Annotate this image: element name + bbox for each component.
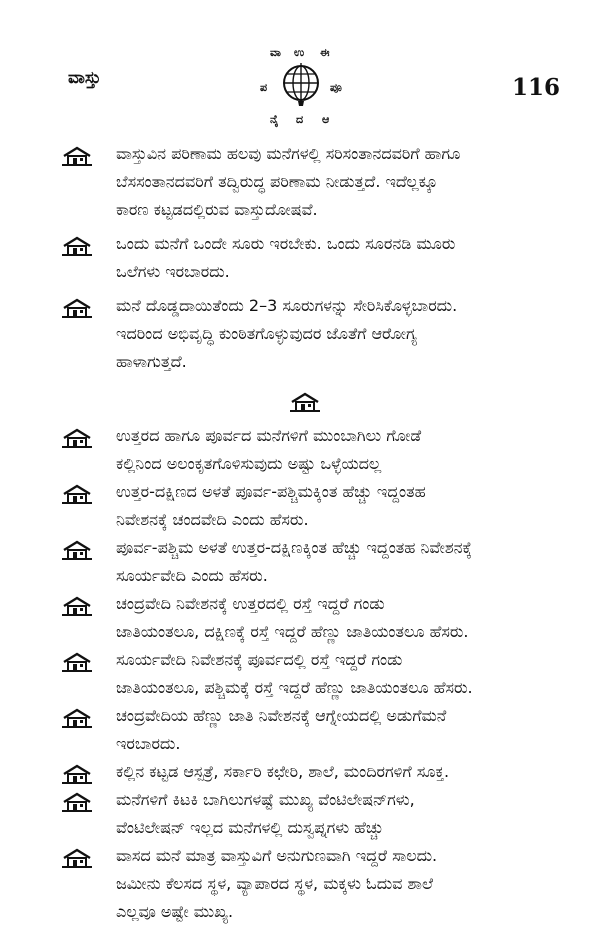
list-item [0, 590, 600, 646]
house-bullet-icon [62, 146, 92, 166]
compass-label-northeast: ಈ [320, 46, 330, 59]
compass-label-south: ದ [296, 113, 304, 126]
body-text-line: ಸೂರ್ಯವೇದಿ ನಿವೇಶನಕ್ಕೆ ಪೂರ್ವದಲ್ಲಿ ರಸ್ತೆ ಇದ್ದರೆ ಗಂಡು [116, 650, 403, 669]
list-item [0, 758, 600, 786]
list-item [0, 842, 600, 926]
list-item [0, 786, 600, 842]
body-text-line: ಕಲ್ಲಿನ ಕಟ್ಟಡ ಆಸ್ಪತ್ರೆ, ಸರ್ಕಾರಿ ಕಛೇರಿ, ಶಾಲೆ, ಮಂದಿರಗಳಿಗೆ ಸೂಕ್ತ. [116, 762, 450, 781]
body-text-line: ಮನೆಗಳಿಗೆ ಕಿಟಕಿ ಬಾಗಿಲುಗಳಷ್ಟೆ ಮುಖ್ಯ ವೆಂಟಿಲೇಷನ್‌ಗಳು, [116, 790, 415, 809]
page-number: 116 [512, 74, 561, 101]
body-text-line: ವಾಸದ ಮನೆ ಮಾತ್ರ ವಾಸ್ತುವಿಗೆ ಅನುಗುಣವಾಗಿ ಇದ್ದರೆ ಸಾಲದು. [116, 846, 438, 865]
compass-label-east: ಪೂ [330, 81, 342, 94]
body-text-line: ಉತ್ತರ-ದಕ್ಷಿಣದ ಅಳತೆ ಪೂರ್ವ-ಪಶ್ಚಿಮಕ್ಕಿಂತ ಹೆಚ್ಚು ಇದ್ದಂತಹ [116, 482, 426, 501]
body-text-line: ಉತ್ತರದ ಹಾಗೂ ಪೂರ್ವದ ಮನೆಗಳಿಗೆ ಮುಂಬಾಗಿಲು ಗೋಡೆ [116, 426, 422, 445]
page-header [0, 0, 600, 130]
compass-label-north: ಉ [294, 46, 305, 59]
body-text-line: ಪೂರ್ವ-ಪಶ್ಚಿಮ ಅಳತೆ ಉತ್ತರ-ದಕ್ಷಿಣಕ್ಕಿಂತ ಹೆಚ್ಚು ಇದ್ದಂತಹ ನಿವೇಶನಕ್ಕೆ [116, 538, 472, 557]
body-text-line: ಇರಬಾರದು. [116, 734, 181, 753]
house-bullet-icon [62, 298, 92, 318]
body-text-line: ವಾಸ್ತುವಿನ ಪರಿಣಾಮ ಹಲವು ಮನೆಗಳಲ್ಲಿ ಸರಿಸಂತಾನದವರಿಗೆ ಹಾಗೂ [116, 144, 461, 163]
body-text-line: ಕಾರಣ ಕಟ್ಟಡದಲ್ಲಿರುವ ವಾಸ್ತುದೋಷವೆ. [116, 200, 318, 219]
body-text-line: ಒಲೆಗಳು ಇರಬಾರದು. [116, 262, 230, 281]
running-title: ವಾಸ್ತು [68, 68, 101, 88]
globe-icon [280, 61, 322, 107]
page-body [0, 140, 600, 926]
body-text-line: ಜಾತಿಯಂತಲೂ, ಪಶ್ಚಿಮಕ್ಕೆ ರಸ್ತೆ ಇದ್ದರೆ ಹೆಣ್ಣು ಜಾತಿಯಂತಲೂ ಹೆಸರು. [116, 678, 473, 697]
list-item [0, 292, 600, 376]
body-text-line: ಹಾಳಾಗುತ್ತದೆ. [116, 352, 187, 371]
list-item [0, 646, 600, 702]
body-text-line: ವೆಂಟಿಲೇಷನ್ ಇಲ್ಲದ ಮನೆಗಳಲ್ಲಿ ದುಸ್ವಪ್ನಗಳು ಹೆಚ್ಚು [116, 818, 384, 837]
house-bullet-icon [62, 428, 92, 448]
body-text-line: ಇದರಿಂದ ಅಭಿವೃದ್ಧಿ ಕುಂಠಿತಗೊಳ್ಳುವುದರ ಜೊತೆಗೆ ಆರೋಗ್ಯ [116, 324, 417, 343]
body-text-line: ಜಾತಿಯಂತಲೂ, ದಕ್ಷಿಣಕ್ಕೆ ರಸ್ತೆ ಇದ್ದರೆ ಹೆಣ್ಣು ಜಾತಿಯಂತಲೂ ಹೆಸರು. [116, 622, 469, 641]
house-bullet-icon [62, 484, 92, 504]
body-text-line: ಕಲ್ಲಿನಿಂದ ಅಲಂಕೃತಗೊಳಿಸುವುದು ಅಷ್ಟು ಒಳ್ಳೆಯದಲ್ಲ [116, 454, 382, 473]
house-bullet-icon [62, 236, 92, 256]
list-item [0, 702, 600, 758]
list-item [0, 140, 600, 224]
list-item [0, 534, 600, 590]
compass-emblem [250, 44, 350, 124]
house-bullet-icon [62, 708, 92, 728]
list-item [0, 478, 600, 534]
body-text-line: ಬೆಸಸಂತಾನದವರಿಗೆ ತದ್ವಿರುದ್ಧ ಪರಿಣಾಮ ನೀಡುತ್ತದೆ. ಇದೆಲ್ಲಕ್ಕೂ [116, 172, 438, 191]
body-text-line: ಮನೆ ದೊಡ್ಡದಾಯಿತೆಂದು 2–3 ಸೂರುಗಳನ್ನು ಸೇರಿಸಿಕೊಳ್ಳಬಾರದು. [116, 296, 458, 315]
compass-label-northwest: ವಾ [270, 46, 281, 59]
compass-label-southwest: ನೈ [270, 113, 279, 126]
list-item [0, 422, 600, 478]
compass-label-southeast: ಆ [322, 113, 330, 126]
list-item [0, 230, 600, 286]
house-bullet-icon [62, 652, 92, 672]
house-bullet-icon [62, 792, 92, 812]
house-bullet-icon [62, 848, 92, 868]
section-separator [0, 382, 600, 422]
house-bullet-icon [62, 540, 92, 560]
body-text-line: ಚಂದ್ರವೇದಿಯ ಹೆಣ್ಣು ಜಾತಿ ನಿವೇಶನಕ್ಕೆ ಆಗ್ನೇಯದಲ್ಲಿ ಅಡುಗೆಮನೆ [116, 706, 447, 725]
house-separator-icon [290, 392, 320, 412]
body-text-line: ಜಮೀನು ಕೆಲಸದ ಸ್ಥಳ, ವ್ಯಾಪಾರದ ಸ್ಥಳ, ಮಕ್ಕಳು ಓದುವ ಶಾಲೆ [116, 874, 433, 893]
body-text-line: ಚಂದ್ರವೇದಿ ನಿವೇಶನಕ್ಕೆ ಉತ್ತರದಲ್ಲಿ ರಸ್ತೆ ಇದ್ದರೆ ಗಂಡು [116, 594, 385, 613]
body-text-line: ಒಂದು ಮನೆಗೆ ಒಂದೇ ಸೂರು ಇರಬೇಕು. ಒಂದು ಸೂರನಡಿ ಮೂರು [116, 234, 456, 253]
body-text-line: ನಿವೇಶನಕ್ಕೆ ಚಂದವೇದಿ ಎಂದು ಹೆಸರು. [116, 510, 309, 529]
house-bullet-icon [62, 596, 92, 616]
compass-label-west: ಪ [260, 81, 268, 94]
body-text-line: ಎಲ್ಲವೂ ಅಷ್ಟೇ ಮುಖ್ಯ. [116, 902, 234, 921]
body-text-line: ಸೂರ್ಯವೇದಿ ಎಂದು ಹೆಸರು. [116, 566, 268, 585]
house-bullet-icon [62, 764, 92, 784]
